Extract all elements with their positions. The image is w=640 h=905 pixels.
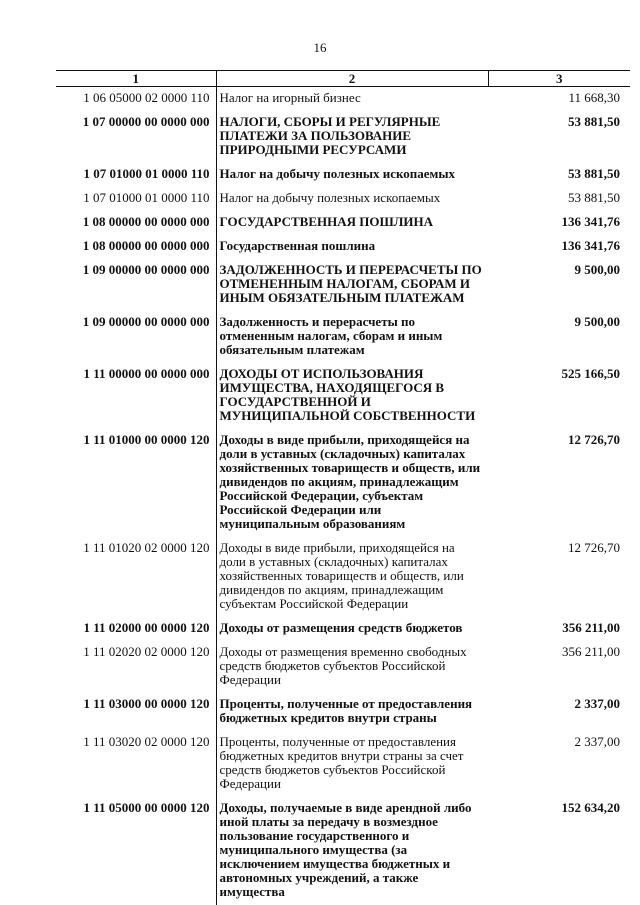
budget-revenue-table — [56, 70, 630, 905]
table-row — [56, 87, 630, 112]
page-number: 16 — [313, 40, 327, 55]
table-row — [56, 641, 630, 693]
amount: 9 500,00 — [574, 314, 620, 329]
column-header-name: 2 — [216, 71, 488, 87]
table-row — [56, 429, 630, 537]
classification-code: 1 07 00000 00 0000 000 — [82, 114, 210, 129]
revenue-name: ГОСУДАРСТВЕННАЯ ПОШЛИНА — [216, 211, 488, 235]
revenue-name: Доходы в виде прибыли, приходящейся на доли в уставных (складочных) капиталах хозяйственных товариществ и обществ, или дивидендов по акциям, принадлежащим Российской Федерации, субъектам Российской Федерации или муниципальным образованиям — [216, 429, 488, 537]
revenue-name: Налог на игорный бизнес — [216, 87, 488, 112]
revenue-name: Доходы от размещения средств бюджетов — [216, 617, 488, 641]
column-header-code: 1 — [56, 71, 216, 87]
revenue-name: Проценты, полученные от предоставления бюджетных кредитов внутри страны за счет средств бюджетов субъектов Российской Федерации — [216, 731, 488, 797]
table-row — [56, 797, 630, 905]
classification-code: 1 11 03020 02 0000 120 — [83, 734, 210, 749]
revenue-name: Проценты, полученные от предоставления бюджетных кредитов внутри страны — [216, 693, 488, 731]
revenue-name: ДОХОДЫ ОТ ИСПОЛЬЗОВАНИЯ ИМУЩЕСТВА, НАХОДЯЩЕГОСЯ В ГОСУДАРСТВЕННОЙ И МУНИЦИПАЛЬНОЙ СОБСТВЕННОСТИ — [216, 363, 488, 429]
classification-code: 1 09 00000 00 0000 000 — [82, 262, 210, 277]
table-row — [56, 211, 630, 235]
amount: 136 341,76 — [561, 238, 620, 253]
amount: 53 881,50 — [568, 190, 620, 205]
amount: 136 341,76 — [561, 214, 620, 229]
amount: 9 500,00 — [574, 262, 620, 277]
amount: 11 668,30 — [568, 90, 620, 105]
table-row — [56, 693, 630, 731]
classification-code: 1 09 00000 00 0000 000 — [82, 314, 210, 329]
table-row — [56, 111, 630, 163]
amount: 12 726,70 — [568, 432, 620, 447]
revenue-name: Налог на добычу полезных ископаемых — [216, 187, 488, 211]
amount: 12 726,70 — [568, 540, 620, 555]
table-body — [56, 87, 630, 905]
amount: 525 166,50 — [561, 366, 620, 381]
column-header-amount: 3 — [488, 71, 630, 87]
table-row — [56, 311, 630, 363]
revenue-name: Доходы от размещения временно свободных средств бюджетов субъектов Российской Федерации — [216, 641, 488, 693]
revenue-name: Доходы, получаемые в виде арендной либо иной платы за передачу в возмездное пользование государственного и муниципального имущества (за исключением имущества бюджетных и автономных учреждений, а также имущества — [216, 797, 488, 905]
revenue-name: Доходы в виде прибыли, приходящейся на доли в уставных (складочных) капиталах хозяйственных товариществ и обществ, или дивидендов по акциям, принадлежащим субъектам Российской Федерации — [216, 537, 488, 617]
revenue-name: Налог на добычу полезных ископаемых — [216, 163, 488, 187]
table-row — [56, 617, 630, 641]
classification-code: 1 11 03000 00 0000 120 — [83, 696, 210, 711]
revenue-name: НАЛОГИ, СБОРЫ И РЕГУЛЯРНЫЕ ПЛАТЕЖИ ЗА ПОЛЬЗОВАНИЕ ПРИРОДНЫМИ РЕСУРСАМИ — [216, 111, 488, 163]
amount: 53 881,50 — [568, 166, 620, 181]
classification-code: 1 11 05000 00 0000 120 — [83, 800, 210, 815]
table-row — [56, 259, 630, 311]
classification-code: 1 07 01000 01 0000 110 — [83, 190, 210, 205]
revenue-name: Задолженность и перерасчеты по отмененным налогам, сборам и иным обязательным платежам — [216, 311, 488, 363]
table-row — [56, 731, 630, 797]
revenue-name: ЗАДОЛЖЕННОСТЬ И ПЕРЕРАСЧЕТЫ ПО ОТМЕНЕННЫМ НАЛОГАМ, СБОРАМ И ИНЫМ ОБЯЗАТЕЛЬНЫМ ПЛАТЕЖАМ — [216, 259, 488, 311]
table-row — [56, 235, 630, 259]
classification-code: 1 11 00000 00 0000 000 — [83, 366, 210, 381]
classification-code: 1 07 01000 01 0000 110 — [83, 166, 210, 181]
amount: 152 634,20 — [561, 800, 620, 815]
table-row — [56, 163, 630, 187]
table-row — [56, 187, 630, 211]
revenue-name: Государственная пошлина — [216, 235, 488, 259]
amount: 2 337,00 — [574, 734, 620, 749]
classification-code: 1 08 00000 00 0000 000 — [82, 238, 210, 253]
classification-code: 1 11 01000 00 0000 120 — [83, 432, 210, 447]
classification-code: 1 11 02000 00 0000 120 — [83, 620, 210, 635]
table-header-row — [56, 71, 630, 87]
amount: 53 881,50 — [568, 114, 620, 129]
table-row — [56, 363, 630, 429]
classification-code: 1 11 02020 02 0000 120 — [83, 644, 210, 659]
classification-code: 1 06 05000 02 0000 110 — [83, 90, 210, 105]
amount: 2 337,00 — [574, 696, 620, 711]
classification-code: 1 11 01020 02 0000 120 — [83, 540, 210, 555]
classification-code: 1 08 00000 00 0000 000 — [82, 214, 210, 229]
amount: 356 211,00 — [562, 620, 620, 635]
amount: 356 211,00 — [561, 644, 620, 659]
table-row — [56, 537, 630, 617]
